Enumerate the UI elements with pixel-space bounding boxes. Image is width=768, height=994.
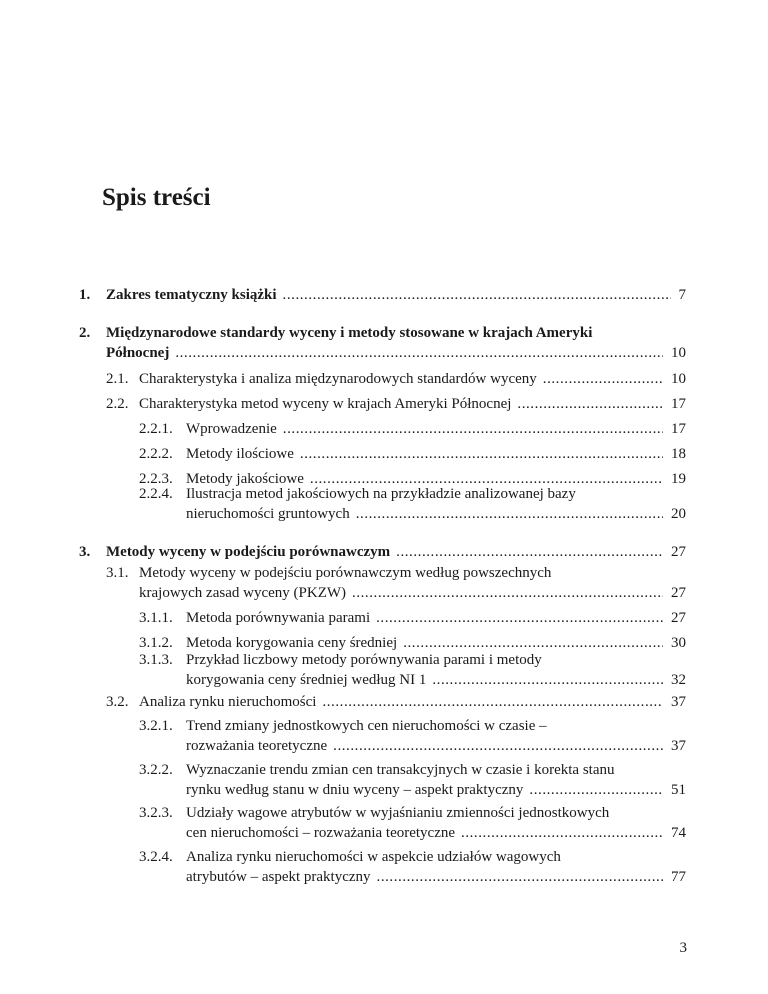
toc-entry-3-2-3-line2[interactable]: [186, 823, 686, 843]
toc-number: 2.: [79, 325, 91, 341]
toc-entry-3-2-3-line1[interactable]: [139, 803, 609, 823]
toc-number: 3.2.4.: [139, 849, 173, 865]
toc-page: 30: [671, 635, 686, 651]
toc-title: Międzynarodowe standardy wyceny i metody stosowane w krajach Ameryki: [106, 325, 593, 341]
toc-number: 3.1.2.: [139, 635, 173, 651]
toc-entry-2-1[interactable]: [106, 369, 686, 389]
toc-entry-3-2-4-line1[interactable]: [139, 847, 561, 867]
toc-number: 3.2.2.: [139, 762, 173, 778]
toc-entry-2-2-2[interactable]: [139, 444, 686, 464]
toc-leader: [333, 736, 663, 756]
toc-entry-3-1-3-line2[interactable]: [186, 670, 686, 690]
toc-leader: [461, 823, 663, 843]
toc-page: 27: [671, 610, 686, 626]
toc-title-continued: rozważania teoretyczne: [186, 738, 328, 754]
toc-entry-3-2-1-line2[interactable]: [186, 736, 686, 756]
toc-title: Wyznaczanie trendu zmian cen transakcyjnych w czasie i korekta stanu: [186, 762, 615, 778]
toc-page: 10: [671, 345, 686, 361]
toc-title: Przykład liczbowy metody porównywania parami i metody: [186, 652, 542, 668]
toc-number: 2.2.: [106, 396, 129, 412]
toc-page: 20: [671, 506, 686, 522]
toc-leader: [543, 369, 663, 389]
toc-page: 27: [671, 585, 686, 601]
toc-entry-3-2-4-line2[interactable]: [186, 867, 686, 887]
toc-page: 32: [671, 672, 686, 688]
toc-entry-2-line2[interactable]: [106, 343, 686, 363]
toc-leader: [283, 285, 671, 305]
toc-title-continued: krajowych zasad wyceny (PKZW): [139, 585, 347, 601]
toc-entry-3-1-1[interactable]: [139, 608, 686, 628]
toc-leader: [517, 394, 663, 414]
toc-title: Charakterystyka metod wyceny w krajach Ameryki Północnej: [139, 396, 512, 412]
toc-title: Metody jakościowe: [186, 471, 304, 487]
toc-entry-2-2-1[interactable]: [139, 419, 686, 439]
toc-title: Udziały wagowe atrybutów w wyjaśnianiu zmienności jednostkowych: [186, 805, 610, 821]
toc-entry-3-2[interactable]: [106, 692, 686, 712]
toc-title-continued: atrybutów – aspekt praktyczny: [186, 869, 371, 885]
toc-page: 17: [671, 396, 686, 412]
toc-entry-1[interactable]: [79, 285, 686, 305]
toc-entry-2-2[interactable]: [106, 394, 686, 414]
toc-title: Metody wyceny w podejściu porównawczym: [106, 544, 391, 560]
toc-page: 17: [671, 421, 686, 437]
toc-title-continued: rynku według stanu w dniu wyceny – aspekt praktyczny: [186, 782, 524, 798]
toc-title: Metoda porównywania parami: [186, 610, 371, 626]
toc-page: 18: [671, 446, 686, 462]
page-number: 3: [679, 940, 687, 956]
toc-leader: [322, 692, 663, 712]
toc-number: 1.: [79, 287, 91, 303]
toc-number: 3.1.: [106, 565, 129, 581]
toc-number: 3.2.3.: [139, 805, 173, 821]
toc-entry-2-2-4-line1[interactable]: [139, 484, 576, 504]
toc-number: 3.2.: [106, 694, 129, 710]
toc-number: 2.2.1.: [139, 421, 173, 437]
toc-page: 74: [671, 825, 686, 841]
page-title: Spis treści: [102, 184, 211, 211]
toc-leader: [529, 780, 663, 800]
toc-number: 2.2.4.: [139, 486, 173, 502]
toc-entry-3-2-2-line1[interactable]: [139, 760, 614, 780]
toc-entry-3-2-2-line2[interactable]: [186, 780, 686, 800]
toc-entry-3-1-line1[interactable]: [106, 563, 551, 583]
toc-page: 19: [671, 471, 686, 487]
toc-entry-3[interactable]: [79, 542, 686, 562]
toc-number: 3.1.3.: [139, 652, 173, 668]
toc-leader: [356, 504, 663, 524]
toc-page: 37: [671, 738, 686, 754]
toc-title: Ilustracja metod jakościowych na przykładzie analizowanej bazy: [186, 486, 576, 502]
toc-number: 3.: [79, 544, 91, 560]
toc-number: 3.2.1.: [139, 718, 173, 734]
toc-leader: [283, 419, 663, 439]
toc-page: 27: [671, 544, 686, 560]
toc-entry-2-2-4-line2[interactable]: [186, 504, 686, 524]
toc-title: Metody wyceny w podejściu porównawczym według powszechnych: [139, 565, 552, 581]
toc-entry-3-1-3-line1[interactable]: [139, 650, 542, 670]
toc-number: 2.2.2.: [139, 446, 173, 462]
toc-page: 37: [671, 694, 686, 710]
toc-title-continued: cen nieruchomości – rozważania teoretyczne: [186, 825, 456, 841]
toc-number: 2.1.: [106, 371, 129, 387]
toc-title: Analiza rynku nieruchomości: [139, 694, 317, 710]
toc-entry-3-2-1-line1[interactable]: [139, 716, 547, 736]
toc-entry-3-1-line2[interactable]: [139, 583, 686, 603]
toc-leader: [376, 608, 663, 628]
toc-page: 77: [671, 869, 686, 885]
toc-page: 10: [671, 371, 686, 387]
toc-number: 2.2.3.: [139, 471, 173, 487]
toc-leader: [175, 343, 663, 363]
toc-title: Metody ilościowe: [186, 446, 294, 462]
toc-title: Trend zmiany jednostkowych cen nieruchomości w czasie –: [186, 718, 547, 734]
toc-leader: [396, 542, 663, 562]
toc-title-continued: nieruchomości gruntowych: [186, 506, 350, 522]
toc-leader: [300, 444, 663, 464]
toc-number: 3.1.1.: [139, 610, 173, 626]
toc-title: Wprowadzenie: [186, 421, 277, 437]
toc-title: Analiza rynku nieruchomości w aspekcie udziałów wagowych: [186, 849, 561, 865]
toc-title-continued: korygowania ceny średniej według NI 1: [186, 672, 427, 688]
toc-leader: [377, 867, 663, 887]
toc-entry-2-line1[interactable]: [79, 323, 592, 343]
toc-title-continued: Północnej: [106, 345, 170, 361]
toc-title: Charakterystyka i analiza międzynarodowych standardów wyceny: [139, 371, 537, 387]
toc-leader: [432, 670, 663, 690]
toc-page: 51: [671, 782, 686, 798]
toc-leader: [352, 583, 663, 603]
toc-title: Zakres tematyczny książki: [106, 287, 277, 303]
toc-page: 7: [678, 287, 686, 303]
toc-title: Metoda korygowania ceny średniej: [186, 635, 398, 651]
